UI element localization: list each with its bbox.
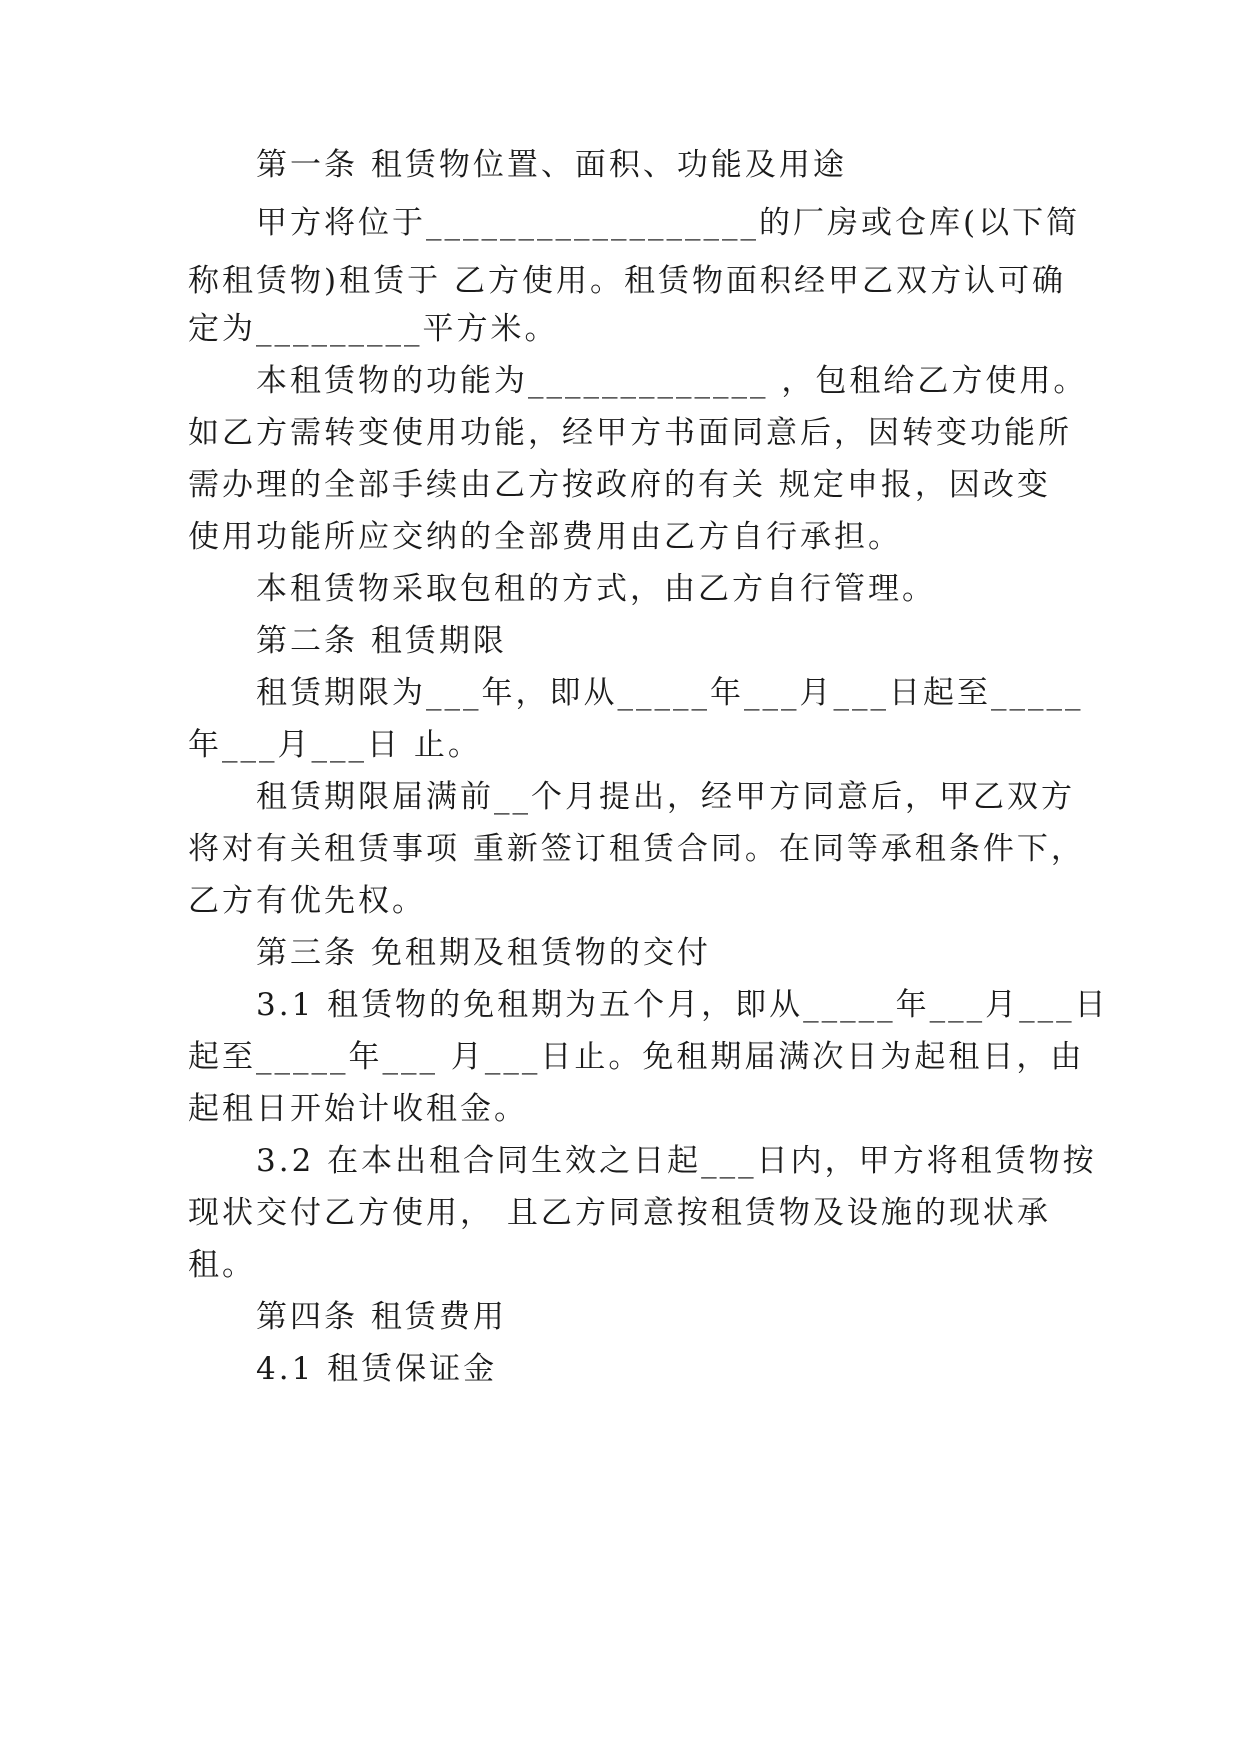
paragraph-line: 起租日开始计收租金。 <box>188 1091 528 1127</box>
paragraph-line: 租赁期限届满前__个月提出，经甲方同意后，甲乙双方 <box>256 779 1075 815</box>
paragraph-line: 定为_________平方米。 <box>188 311 559 347</box>
article-1-heading: 第一条 租赁物位置、面积、功能及用途 <box>256 147 847 183</box>
paragraph-line: 需办理的全部手续由乙方按政府的有关 规定申报，因改变 <box>188 467 1051 503</box>
article-2-heading: 第二条 租赁期限 <box>256 623 507 659</box>
paragraph-line: 租。 <box>188 1247 256 1283</box>
paragraph-line: 甲方将位于__________________的厂房或仓库(以下简 <box>256 205 1081 241</box>
paragraph-line: 3.1 租赁物的免租期为五个月，即从_____年___月___日 <box>256 987 1109 1023</box>
paragraph-line: 本租赁物的功能为_____________ ，包租给乙方使用。 <box>256 363 1088 399</box>
paragraph-line: 如乙方需转变使用功能，经甲方书面同意后，因转变功能所 <box>188 415 1072 451</box>
article-4-heading: 第四条 租赁费用 <box>256 1299 507 1335</box>
paragraph-line: 将对有关租赁事项 重新签订租赁合同。在同等承租条件下， <box>188 831 1085 867</box>
paragraph-line: 3.2 在本出租合同生效之日起___日内，甲方将租赁物按 <box>256 1143 1097 1179</box>
paragraph-line: 称租赁物)租赁于 乙方使用。租赁物面积经甲乙双方认可确 <box>188 263 1066 299</box>
paragraph-line: 起至_____年___ 月___日止。免租期届满次日为起租日，由 <box>188 1039 1085 1075</box>
paragraph-line: 使用功能所应交纳的全部费用由乙方自行承担。 <box>188 519 902 555</box>
paragraph-line: 乙方有优先权。 <box>188 883 426 919</box>
section-heading: 4.1 租赁保证金 <box>256 1351 498 1387</box>
paragraph-line: 现状交付乙方使用， 且乙方同意按租赁物及设施的现状承 <box>188 1195 1051 1231</box>
paragraph-line: 本租赁物采取包租的方式，由乙方自行管理。 <box>256 571 936 607</box>
paragraph-line: 租赁期限为___年，即从_____年___月___日起至_____ <box>256 675 1084 711</box>
paragraph-line: 年___月___日 止。 <box>188 727 482 763</box>
article-3-heading: 第三条 免租期及租赁物的交付 <box>256 935 711 971</box>
